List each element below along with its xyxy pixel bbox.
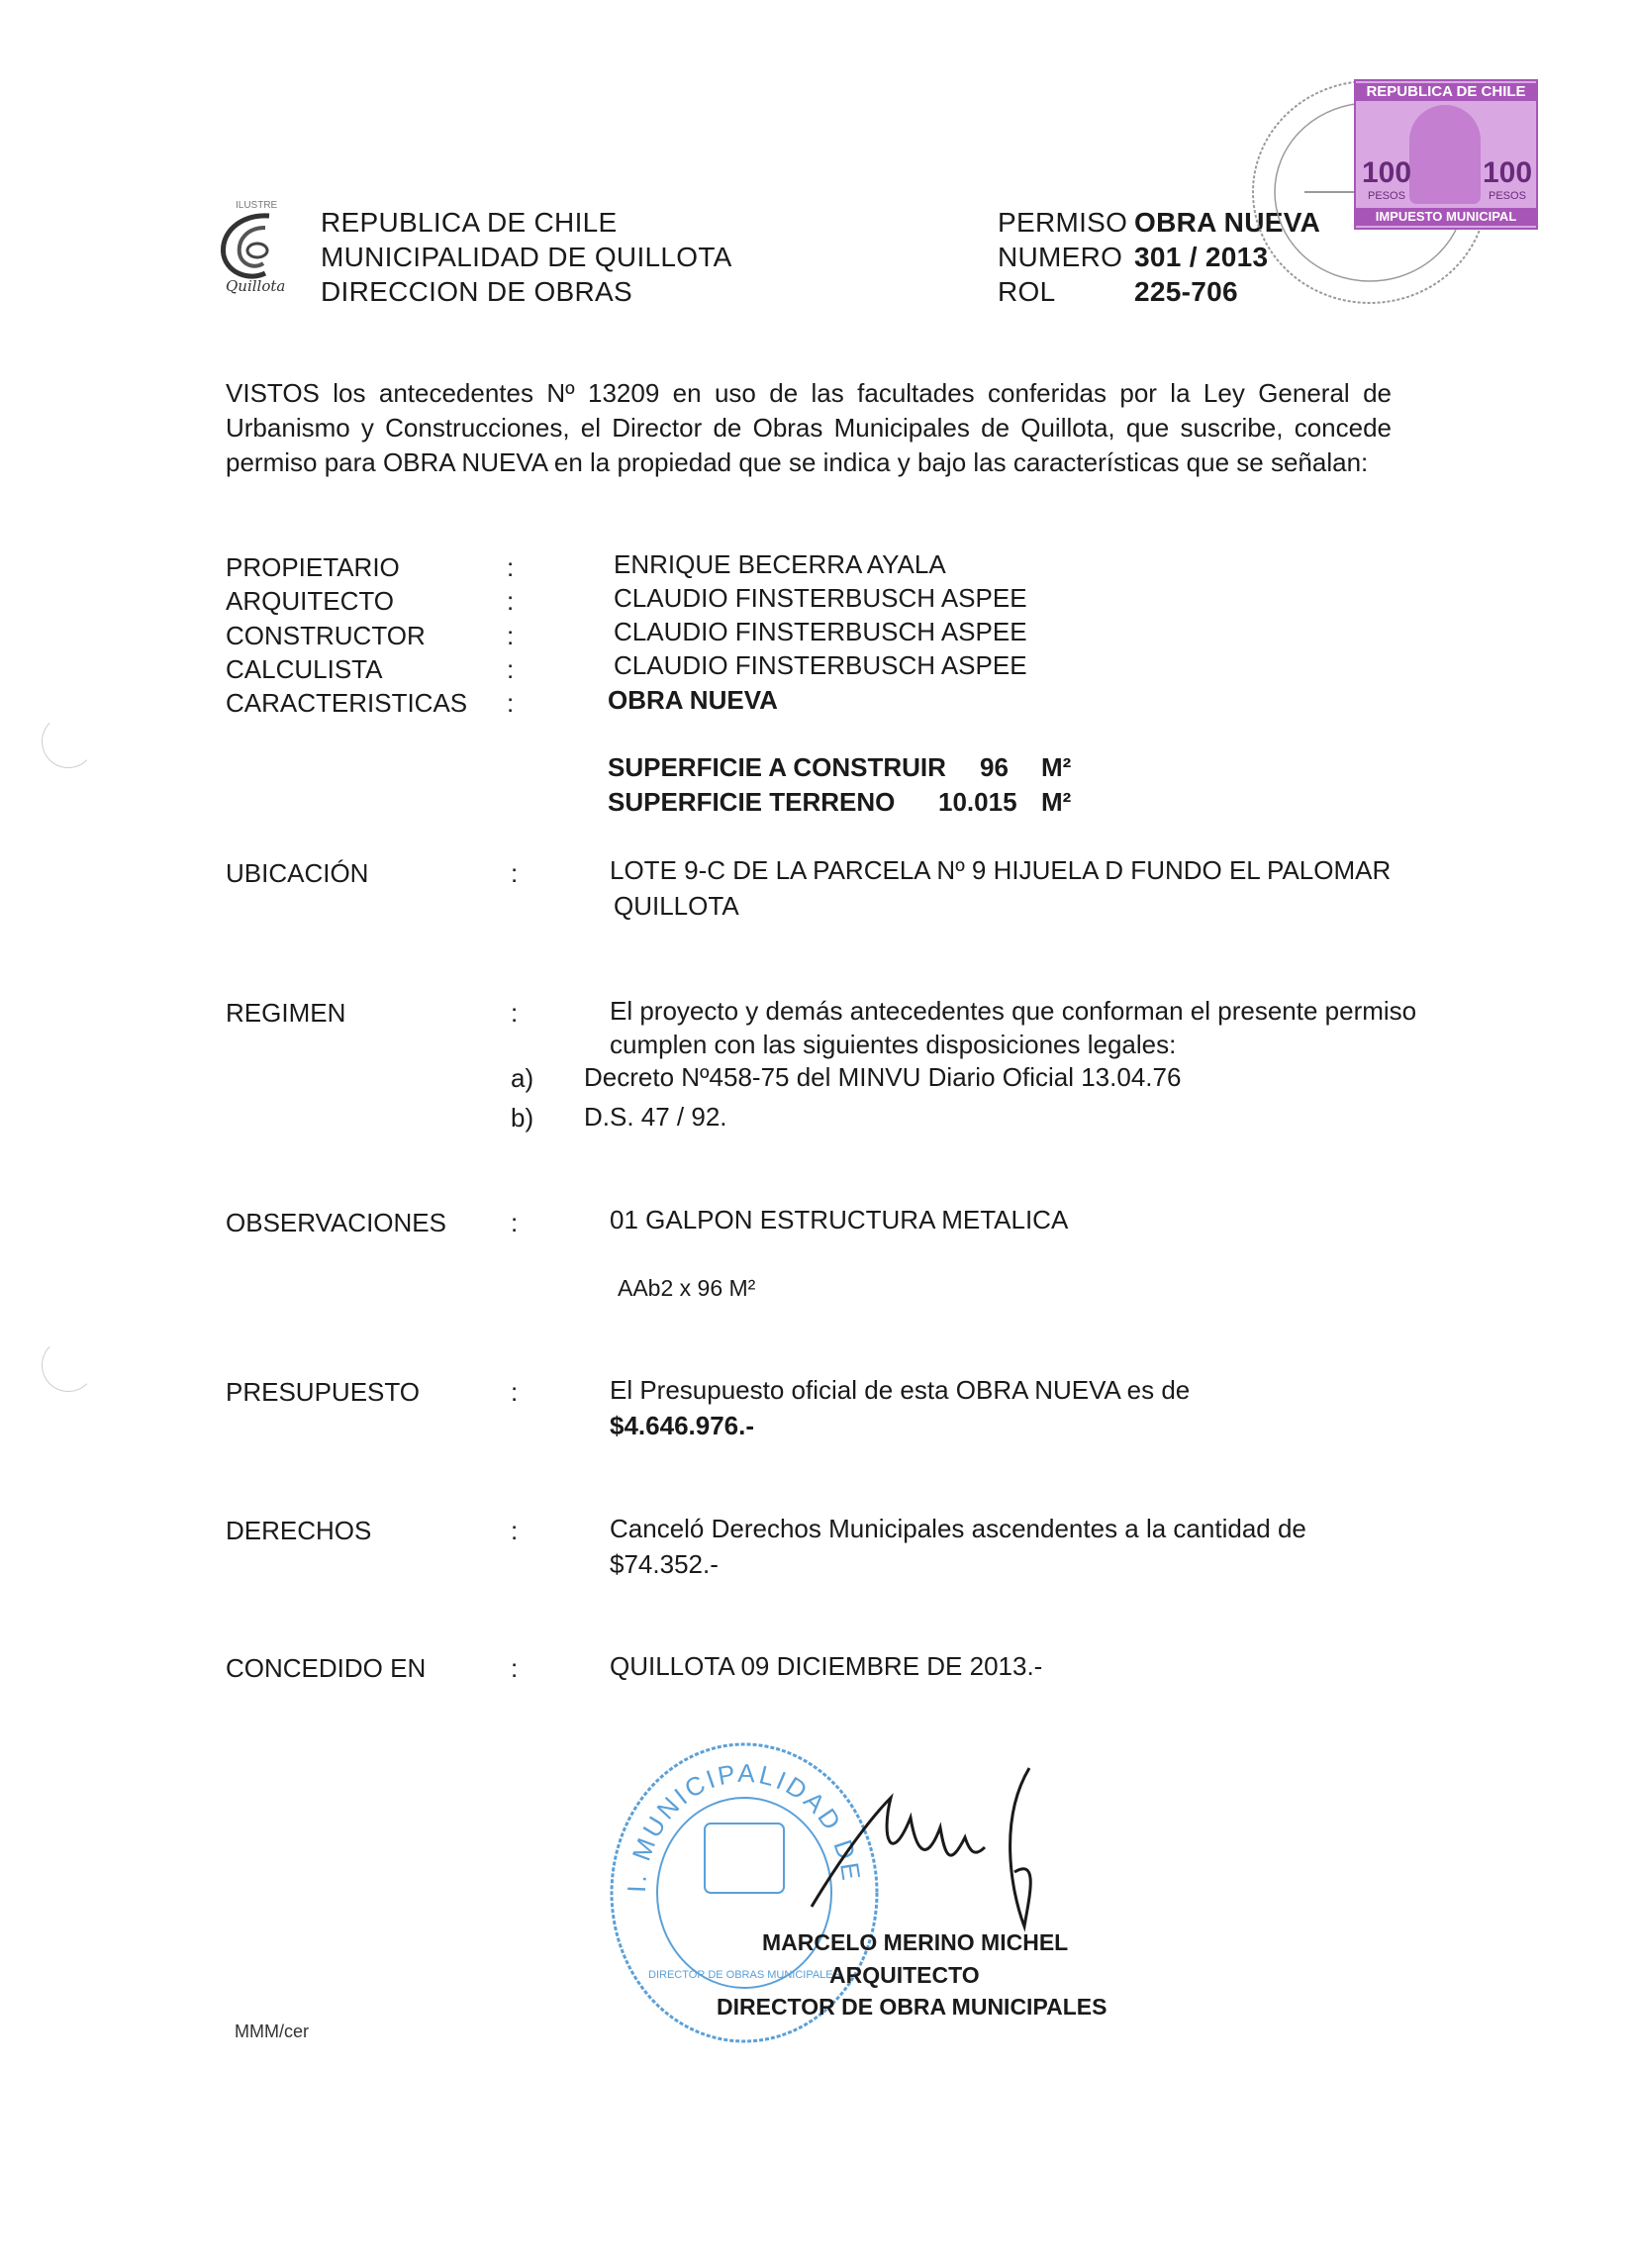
presupuesto-line-1: El Presupuesto oficial de esta OBRA NUEVA es de	[610, 1375, 1191, 1405]
colon: :	[511, 858, 519, 888]
ubicacion-line-2: QUILLOTA	[614, 891, 739, 921]
surface-terreno-value: 10.015	[938, 787, 1017, 817]
label-ubicacion: UBICACIÓN	[226, 858, 369, 888]
handwritten-signature	[802, 1758, 1089, 1956]
signer-title-1: ARQUITECTO	[829, 1962, 980, 1988]
label-observaciones: OBSERVACIONES	[226, 1208, 446, 1237]
regimen-item-b-mark: b)	[511, 1103, 534, 1133]
colon: :	[511, 1208, 519, 1237]
permit-value-permiso: OBRA NUEVA	[1134, 207, 1321, 238]
stamp-top-text: REPUBLICA DE CHILE	[1356, 83, 1536, 101]
regimen-item-a-mark: a)	[511, 1063, 534, 1093]
label-calculista: CALCULISTA	[226, 654, 383, 684]
surface-terreno-unit: M²	[1041, 787, 1072, 817]
label-caracteristicas: CARACTERISTICAS	[226, 688, 468, 718]
regimen-item-a: Decreto Nº458-75 del MINVU Diario Oficial 13.04.76	[584, 1062, 1182, 1092]
permit-label-permiso: PERMISO	[998, 207, 1128, 238]
colon: :	[507, 586, 515, 616]
stamp-bottom-text: IMPUESTO MUNICIPAL	[1356, 208, 1536, 226]
signer-title-2: DIRECTOR DE OBRA MUNICIPALES	[717, 1994, 1107, 2020]
value-constructor: CLAUDIO FINSTERBUSCH ASPEE	[614, 617, 1027, 646]
label-propietario: PROPIETARIO	[226, 552, 400, 582]
seal-ring-text: I. MUNICIPALIDAD DE	[621, 1757, 867, 1894]
presupuesto-amount: $4.646.976.-	[610, 1411, 755, 1440]
value-calculista: CLAUDIO FINSTERBUSCH ASPEE	[614, 650, 1027, 680]
punch-hole-top	[42, 715, 95, 768]
colon: :	[507, 621, 515, 650]
label-concedido: CONCEDIDO EN	[226, 1653, 427, 1683]
svg-text:ILUSTRE: ILUSTRE	[236, 200, 278, 211]
permit-label-numero: NUMERO	[998, 242, 1123, 272]
surface-construir-label: SUPERFICIE A CONSTRUIR	[608, 752, 946, 782]
surface-construir-unit: M²	[1041, 752, 1072, 782]
regimen-item-b: D.S. 47 / 92.	[584, 1102, 727, 1132]
surface-terreno-label: SUPERFICIE TERRENO	[608, 787, 896, 817]
colon: :	[511, 1516, 519, 1545]
permit-value-rol: 225-706	[1134, 276, 1238, 307]
label-regimen: REGIMEN	[226, 998, 346, 1028]
stamp-value-right: 100	[1483, 156, 1533, 189]
colon: :	[507, 688, 515, 718]
label-derechos: DERECHOS	[226, 1516, 372, 1545]
intro-paragraph: VISTOS los antecedentes Nº 13209 en uso de las facultades conferidas por la Ley General de Urbanismo y Construcciones, el Director de Obras Municipales de Quillota, que suscribe, concede permiso para OBRA NUEVA en la propiedad que se indica y bajo las características que se señalan:	[226, 378, 1392, 477]
seal-inner-text: DIRECTOR DE OBRAS MUNICIPALES	[648, 1969, 840, 1981]
colon: :	[511, 1653, 519, 1683]
observaciones-line-1: 01 GALPON ESTRUCTURA METALICA	[610, 1205, 1069, 1234]
logo-script: Quillota	[226, 277, 286, 295]
value-propietario: ENRIQUE BECERRA AYALA	[614, 549, 946, 579]
regimen-line-2: cumplen con las siguientes disposiciones legales:	[610, 1030, 1177, 1059]
value-arquitecto: CLAUDIO FINSTERBUSCH ASPEE	[614, 583, 1027, 613]
typist-initials: MMM/cer	[235, 2021, 309, 2041]
stamp-currency-right: PESOS	[1489, 190, 1526, 202]
colon: :	[511, 1377, 519, 1407]
header-line-3: DIRECCION DE OBRAS	[321, 276, 632, 307]
revenue-stamp	[1354, 79, 1538, 230]
label-constructor: CONSTRUCTOR	[226, 621, 426, 650]
colon: :	[507, 552, 515, 582]
label-presupuesto: PRESUPUESTO	[226, 1377, 421, 1407]
surface-construir-value: 96	[980, 752, 1009, 782]
signer-name: MARCELO MERINO MICHEL	[762, 1929, 1069, 1955]
permit-value-numero: 301 / 2013	[1134, 242, 1269, 272]
municipal-logo	[200, 194, 319, 303]
colon: :	[511, 998, 519, 1028]
concedido-value: QUILLOTA 09 DICIEMBRE DE 2013.-	[610, 1651, 1043, 1681]
value-caracteristicas: OBRA NUEVA	[608, 685, 778, 715]
permit-label-rol: ROL	[998, 276, 1056, 307]
header-line-2: MUNICIPALIDAD DE QUILLOTA	[321, 242, 732, 272]
observaciones-line-2: AAb2 x 96 M²	[618, 1275, 756, 1301]
derechos-line-1: Canceló Derechos Municipales ascendentes a la cantidad de	[610, 1514, 1306, 1543]
stamp-value-left: 100	[1362, 156, 1412, 189]
regimen-line-1: El proyecto y demás antecedentes que conforman el presente permiso	[610, 996, 1417, 1026]
stamp-currency-left: PESOS	[1368, 190, 1405, 202]
punch-hole-bottom	[42, 1338, 95, 1392]
stamp-portrait	[1409, 105, 1481, 204]
colon: :	[507, 654, 515, 684]
derechos-amount: $74.352.-	[610, 1549, 719, 1579]
label-arquitecto: ARQUITECTO	[226, 586, 394, 616]
ubicacion-line-1: LOTE 9-C DE LA PARCELA Nº 9 HIJUELA D FUNDO EL PALOMAR	[610, 855, 1392, 885]
header-line-1: REPUBLICA DE CHILE	[321, 207, 618, 238]
